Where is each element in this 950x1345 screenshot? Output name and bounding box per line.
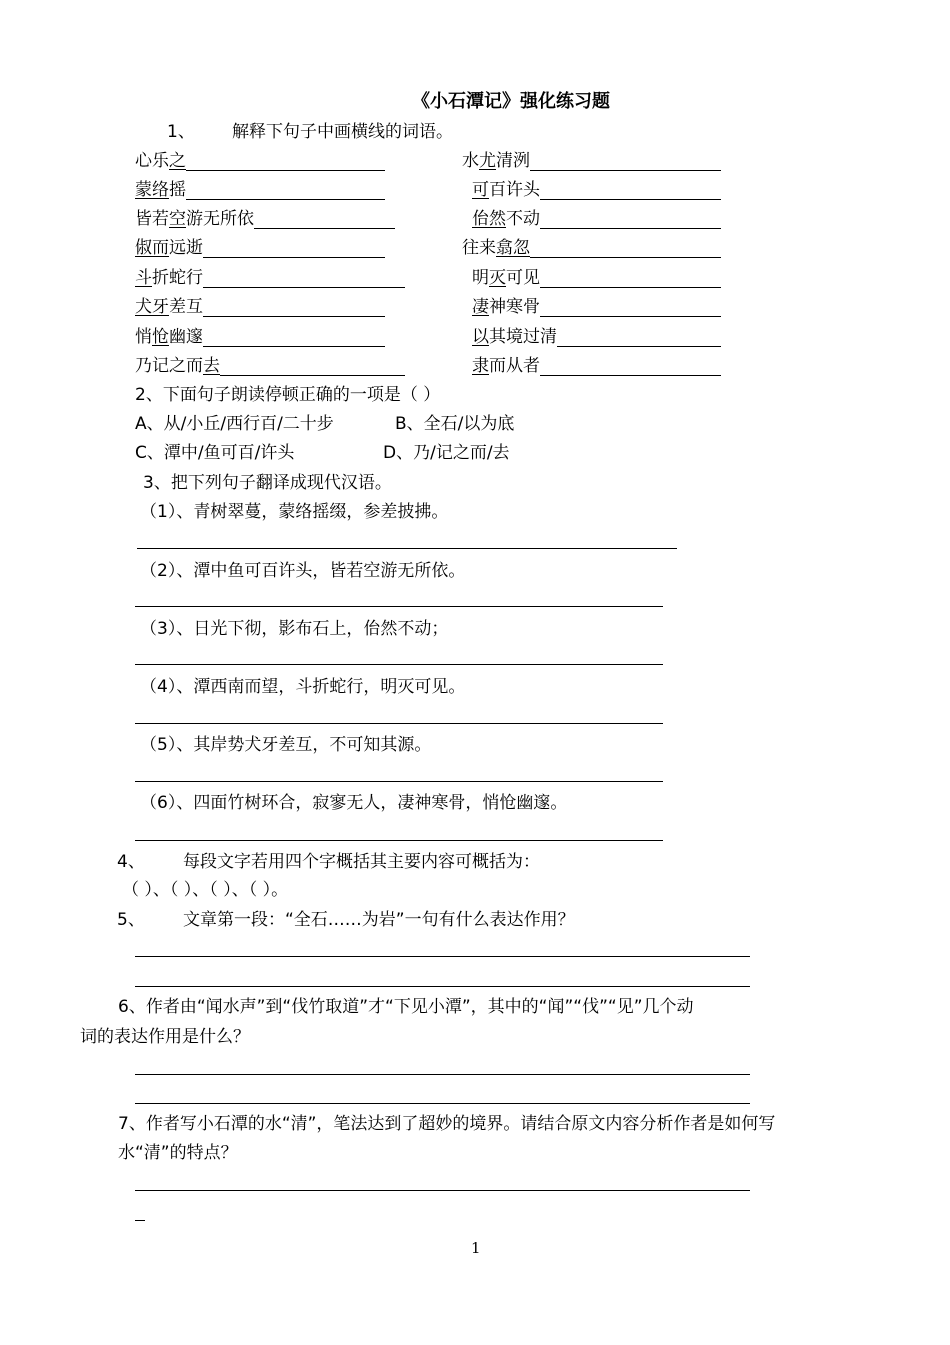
answer-line[interactable] bbox=[135, 606, 663, 607]
q1-answer-blank[interactable] bbox=[186, 170, 385, 171]
q2-option-c: C、潭中/鱼可百/许头 bbox=[135, 443, 295, 463]
q1-item-text: 幽邃 bbox=[169, 327, 203, 347]
q1-item bbox=[472, 179, 540, 201]
q1-item-underlined-word: 隶 bbox=[472, 356, 489, 376]
q1-item bbox=[135, 237, 203, 259]
q1-item bbox=[135, 326, 203, 348]
q1-item bbox=[135, 179, 186, 201]
q1-item bbox=[462, 237, 530, 259]
q1-item-underlined-word: 翕忽 bbox=[496, 238, 530, 258]
q1-item-underlined-word: 可 bbox=[472, 180, 489, 200]
q6-question-line-1: 6、作者由“闻水声”到“伐竹取道”才“下见小潭”，其中的“闻”“伐”“见”几个动 bbox=[118, 997, 694, 1017]
q1-instruction: 解释下句子中画横线的词语。 bbox=[232, 122, 453, 142]
q1-item-underlined-word: 以 bbox=[472, 327, 489, 347]
q1-item-underlined-word: 之 bbox=[169, 151, 186, 171]
answer-line[interactable] bbox=[135, 956, 750, 957]
q5-number: 5、 bbox=[117, 910, 145, 930]
q1-item-underlined-word: 犬牙 bbox=[135, 297, 169, 317]
q1-item-text: 摇 bbox=[169, 180, 186, 200]
q1-item bbox=[135, 208, 254, 230]
answer-line[interactable] bbox=[135, 986, 750, 987]
q1-item-text: 差互 bbox=[169, 297, 203, 317]
answer-line-stub bbox=[135, 1220, 145, 1221]
q1-item bbox=[135, 150, 186, 172]
q1-item-text: 其境过清 bbox=[489, 327, 557, 347]
q1-item-text: 皆若 bbox=[135, 209, 169, 229]
q3-sentence-2: （2）、潭中鱼可百许头，皆若空游无所依。 bbox=[140, 561, 466, 581]
q2-question: 2、下面句子朗读停顿正确的一项是（ ） bbox=[135, 385, 441, 405]
q1-item-underlined-word: 凄 bbox=[472, 297, 489, 317]
q5-question: 文章第一段：“全石……为岩”一句有什么表达作用？ bbox=[183, 910, 575, 930]
q1-item bbox=[472, 208, 540, 230]
q1-item-text: 乃记之而 bbox=[135, 356, 203, 376]
q1-answer-blank[interactable] bbox=[203, 316, 385, 317]
q1-item bbox=[472, 326, 557, 348]
answer-line[interactable] bbox=[135, 723, 663, 724]
q1-answer-blank[interactable] bbox=[530, 257, 721, 258]
q7-question-line-1: 7、作者写小石潭的水“清”，笔法达到了超妙的境界。请结合原文内容分析作者是如何写 bbox=[118, 1114, 776, 1134]
q1-item-text: 神寒骨 bbox=[489, 297, 540, 317]
q1-item-text: 远逝 bbox=[169, 238, 203, 258]
q1-answer-blank[interactable] bbox=[540, 199, 721, 200]
q1-answer-blank[interactable] bbox=[540, 287, 721, 288]
q1-item-underlined-word: 佁然 bbox=[472, 209, 506, 229]
answer-line[interactable] bbox=[135, 781, 663, 782]
q2-option-a: A、从/小丘/西行百/二十步 bbox=[135, 414, 334, 434]
q1-item-underlined-word: 尤 bbox=[479, 151, 496, 171]
q1-item-underlined-word: 灭 bbox=[489, 268, 506, 288]
q4-answer-blanks[interactable]: （ ）、（ ）、（ ）、（ ）。 bbox=[122, 880, 289, 900]
answer-line[interactable] bbox=[137, 548, 677, 549]
q1-item bbox=[135, 296, 203, 318]
q1-answer-blank[interactable] bbox=[186, 199, 385, 200]
q1-item bbox=[472, 296, 540, 318]
answer-line[interactable] bbox=[135, 840, 663, 841]
q1-item-text: 百许头 bbox=[489, 180, 540, 200]
q1-item-text: 游无所依 bbox=[186, 209, 254, 229]
q1-item bbox=[472, 267, 540, 289]
q6-question-line-2: 词的表达作用是什么？ bbox=[80, 1027, 250, 1047]
q1-answer-blank[interactable] bbox=[203, 257, 385, 258]
q3-sentence-6: （6）、四面竹树环合，寂寥无人，凄神寒骨，悄怆幽邃。 bbox=[140, 793, 568, 813]
q4-number: 4、 bbox=[117, 852, 145, 872]
q1-item-text: 心乐 bbox=[135, 151, 169, 171]
answer-line[interactable] bbox=[135, 664, 663, 665]
q1-item-underlined-word: 怆 bbox=[152, 327, 169, 347]
q3-sentence-5: （5）、其岸势犬牙差互，不可知其源。 bbox=[140, 735, 432, 755]
q1-item bbox=[135, 267, 203, 289]
q1-item-text: 明 bbox=[472, 268, 489, 288]
q3-sentence-1: （1）、青树翠蔓，蒙络摇缀，参差披拂。 bbox=[140, 502, 449, 522]
q1-number: 1、 bbox=[167, 122, 195, 142]
q1-answer-blank[interactable] bbox=[203, 346, 385, 347]
page-number: 1 bbox=[471, 1239, 481, 1257]
q1-item-text: 水 bbox=[462, 151, 479, 171]
q3-instruction: 3、把下列句子翻译成现代汉语。 bbox=[143, 473, 392, 493]
q1-item-text: 往来 bbox=[462, 238, 496, 258]
answer-line[interactable] bbox=[135, 1190, 750, 1191]
q1-item-text: 可见 bbox=[506, 268, 540, 288]
answer-line[interactable] bbox=[135, 1103, 750, 1104]
q3-sentence-4: （4）、潭西南而望，斗折蛇行，明灭可见。 bbox=[140, 677, 466, 697]
q1-answer-blank[interactable] bbox=[220, 375, 405, 376]
q1-answer-blank[interactable] bbox=[530, 170, 721, 171]
q7-question-line-2: 水“清”的特点？ bbox=[118, 1143, 238, 1163]
q1-answer-blank[interactable] bbox=[254, 228, 395, 229]
q2-option-b: B、全石/以为底 bbox=[395, 414, 515, 434]
q1-answer-blank[interactable] bbox=[557, 346, 721, 347]
q1-answer-blank[interactable] bbox=[203, 287, 405, 288]
q1-item-text: 清洌 bbox=[496, 151, 530, 171]
q2-option-d: D、乃/记之而/去 bbox=[383, 443, 510, 463]
q1-item-underlined-word: 蒙络 bbox=[135, 180, 169, 200]
q1-item-underlined-word: 俶而 bbox=[135, 238, 169, 258]
answer-line[interactable] bbox=[135, 1074, 750, 1075]
q3-sentence-3: （3）、日光下彻，影布石上，佁然不动； bbox=[140, 619, 449, 639]
page-title: 《小石潭记》强化练习题 bbox=[412, 91, 610, 112]
q1-item-underlined-word: 去 bbox=[203, 356, 220, 376]
q1-item-underlined-word: 空 bbox=[169, 209, 186, 229]
q4-question: 每段文字若用四个字概括其主要内容可概括为： bbox=[183, 852, 540, 872]
q1-item-text: 悄 bbox=[135, 327, 152, 347]
q1-item-text: 不动 bbox=[506, 209, 540, 229]
q1-item-text: 折蛇行 bbox=[152, 268, 203, 288]
q1-item-text: 而从者 bbox=[489, 356, 540, 376]
q1-answer-blank[interactable] bbox=[540, 316, 721, 317]
q1-item bbox=[462, 150, 530, 172]
q1-answer-blank[interactable] bbox=[540, 228, 721, 229]
q1-item-underlined-word: 斗 bbox=[135, 268, 152, 288]
q1-answer-blank[interactable] bbox=[540, 375, 721, 376]
q1-item bbox=[135, 355, 220, 377]
q1-item bbox=[472, 355, 540, 377]
